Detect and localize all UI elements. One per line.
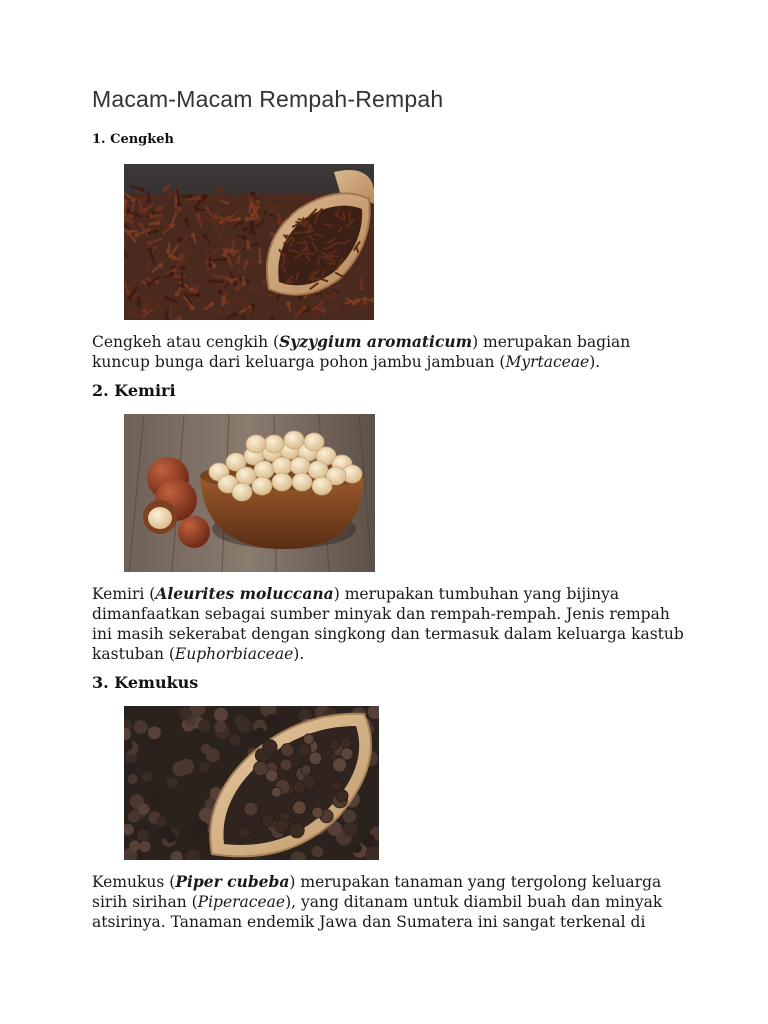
section-heading-kemukus: 3. Kemukus <box>92 673 199 692</box>
scientific-name: Syzygium aromaticum <box>279 332 473 351</box>
paragraph-line: ini masih sekerabat dengan singkong dan termasuk dalam keluarga kastub <box>92 625 684 643</box>
family-name: Piperaceae <box>197 893 286 911</box>
paragraph-line: sirih sirihan (Piperaceae), yang ditanam untuk diambil buah dan minyak <box>92 893 663 911</box>
document-title: Macam-Macam Rempah-Rempah <box>92 86 444 112</box>
paragraph-line: kuncup bunga dari keluarga pohon jambu jambuan (Myrtaceae). <box>92 353 601 371</box>
paragraph-line: kastuban (Euphorbiaceae). <box>92 645 305 663</box>
section-heading-cengkeh: 1. Cengkeh <box>92 132 174 147</box>
family-name: Myrtaceae <box>505 353 590 371</box>
paragraph-line: Cengkeh atau cengkih (Syzygium aromaticum) merupakan bagian <box>92 332 631 351</box>
paragraph-kemukus <box>92 872 692 932</box>
paragraph-line: dimanfaatkan sebagai sumber minyak dan rempah-rempah. Jenis rempah <box>92 605 670 623</box>
photo-cubeb-pepper <box>124 706 379 860</box>
paragraph-cengkeh <box>92 332 692 372</box>
paragraph-line: Kemiri (Aleurites moluccana) merupakan tumbuhan yang bijinya <box>92 584 620 603</box>
scientific-name: Aleurites moluccana <box>155 584 334 603</box>
paragraph-kemiri <box>92 584 692 664</box>
photo-candlenuts <box>124 414 375 572</box>
family-name: Euphorbiaceae <box>174 645 294 663</box>
scientific-name: Piper cubeba <box>175 872 290 891</box>
paragraph-line: atsirinya. Tanaman endemik Jawa dan Sumatera ini sangat terkenal di <box>92 913 646 931</box>
paragraph-line: Kemukus (Piper cubeba) merupakan tanaman yang tergolong keluarga <box>92 872 662 891</box>
photo-cloves <box>124 164 374 320</box>
section-heading-kemiri: 2. Kemiri <box>92 381 176 400</box>
